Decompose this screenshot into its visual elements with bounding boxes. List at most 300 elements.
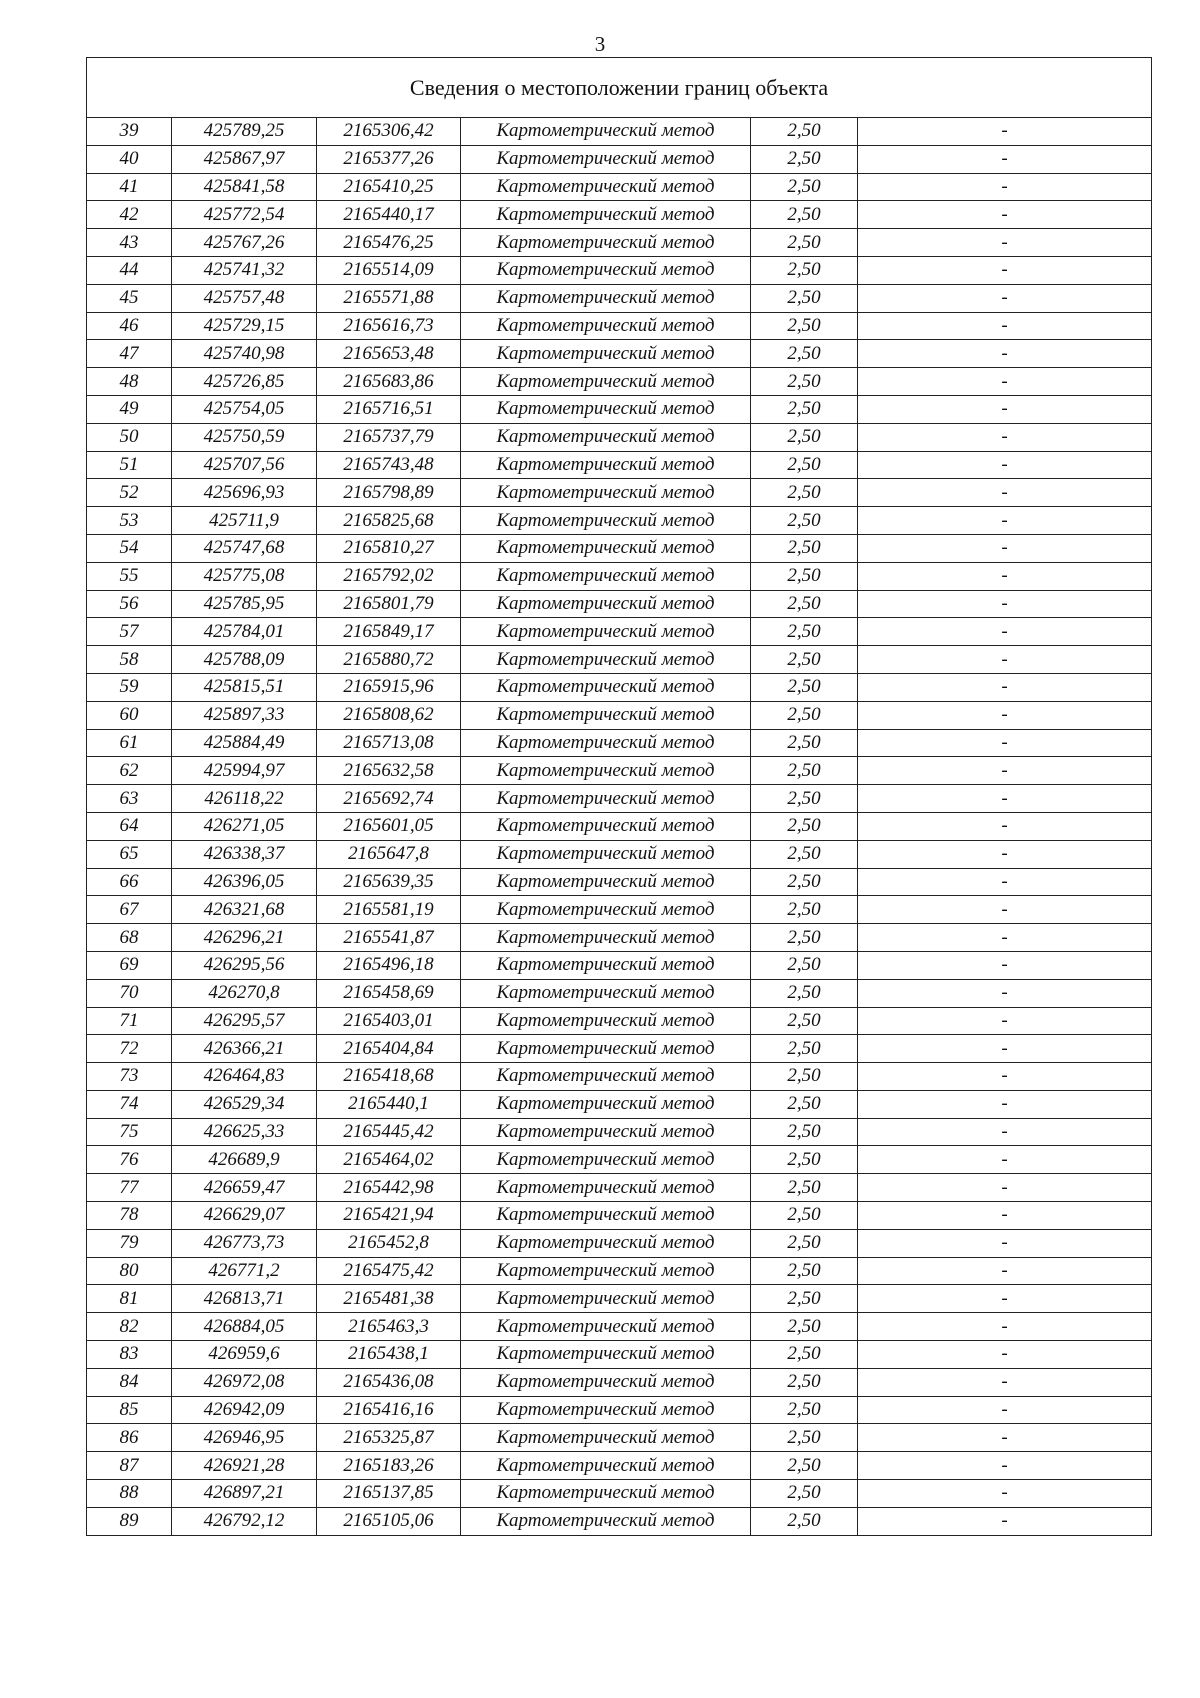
table-row	[87, 1146, 1152, 1174]
precision-cell: 2,50	[751, 979, 858, 1007]
table-row	[87, 1313, 1152, 1341]
description-cell: -	[858, 562, 1152, 590]
x-coordinate-cell: 426771,2	[172, 1257, 317, 1285]
method-cell: Картометрический метод	[461, 896, 751, 924]
point-number-cell: 41	[87, 173, 172, 201]
point-number-cell: 61	[87, 729, 172, 757]
x-coordinate-cell: 425740,98	[172, 340, 317, 368]
y-coordinate-cell: 2165639,35	[317, 868, 461, 896]
y-coordinate-cell: 2165692,74	[317, 785, 461, 813]
point-number-cell: 67	[87, 896, 172, 924]
method-cell: Картометрический метод	[461, 173, 751, 201]
y-coordinate-cell: 2165601,05	[317, 812, 461, 840]
point-number-cell: 55	[87, 562, 172, 590]
precision-cell: 2,50	[751, 618, 858, 646]
x-coordinate-cell: 425815,51	[172, 673, 317, 701]
description-cell: -	[858, 729, 1152, 757]
table-row	[87, 1090, 1152, 1118]
method-cell: Картометрический метод	[461, 534, 751, 562]
x-coordinate-cell: 426296,21	[172, 924, 317, 952]
description-cell: -	[858, 646, 1152, 674]
table-row	[87, 1257, 1152, 1285]
description-cell: -	[858, 618, 1152, 646]
description-cell: -	[858, 145, 1152, 173]
x-coordinate-cell: 425741,32	[172, 256, 317, 284]
method-cell: Картометрический метод	[461, 118, 751, 146]
y-coordinate-cell: 2165475,42	[317, 1257, 461, 1285]
method-cell: Картометрический метод	[461, 1257, 751, 1285]
x-coordinate-cell: 426773,73	[172, 1229, 317, 1257]
table-row	[87, 118, 1152, 146]
x-coordinate-cell: 426396,05	[172, 868, 317, 896]
precision-cell: 2,50	[751, 1174, 858, 1202]
y-coordinate-cell: 2165632,58	[317, 757, 461, 785]
description-cell: -	[858, 1424, 1152, 1452]
table-row	[87, 840, 1152, 868]
description-cell: -	[858, 1174, 1152, 1202]
point-number-cell: 77	[87, 1174, 172, 1202]
table-row	[87, 256, 1152, 284]
point-number-cell: 53	[87, 507, 172, 535]
x-coordinate-cell: 425729,15	[172, 312, 317, 340]
table-row	[87, 1174, 1152, 1202]
table-body	[87, 118, 1152, 1536]
point-number-cell: 66	[87, 868, 172, 896]
x-coordinate-cell: 426946,95	[172, 1424, 317, 1452]
x-coordinate-cell: 426813,71	[172, 1285, 317, 1313]
method-cell: Картометрический метод	[461, 646, 751, 674]
precision-cell: 2,50	[751, 951, 858, 979]
y-coordinate-cell: 2165306,42	[317, 118, 461, 146]
y-coordinate-cell: 2165463,3	[317, 1313, 461, 1341]
precision-cell: 2,50	[751, 312, 858, 340]
description-cell: -	[858, 785, 1152, 813]
x-coordinate-cell: 426366,21	[172, 1035, 317, 1063]
method-cell: Картометрический метод	[461, 812, 751, 840]
x-coordinate-cell: 426295,57	[172, 1007, 317, 1035]
description-cell: -	[858, 1285, 1152, 1313]
y-coordinate-cell: 2165653,48	[317, 340, 461, 368]
method-cell: Картометрический метод	[461, 1118, 751, 1146]
x-coordinate-cell: 425711,9	[172, 507, 317, 535]
point-number-cell: 43	[87, 229, 172, 257]
y-coordinate-cell: 2165571,88	[317, 284, 461, 312]
description-cell: -	[858, 590, 1152, 618]
description-cell: -	[858, 173, 1152, 201]
table-row	[87, 701, 1152, 729]
point-number-cell: 60	[87, 701, 172, 729]
precision-cell: 2,50	[751, 256, 858, 284]
table-row	[87, 590, 1152, 618]
y-coordinate-cell: 2165743,48	[317, 451, 461, 479]
precision-cell: 2,50	[751, 451, 858, 479]
y-coordinate-cell: 2165403,01	[317, 1007, 461, 1035]
x-coordinate-cell: 426972,08	[172, 1368, 317, 1396]
point-number-cell: 88	[87, 1480, 172, 1508]
method-cell: Картометрический метод	[461, 312, 751, 340]
point-number-cell: 72	[87, 1035, 172, 1063]
precision-cell: 2,50	[751, 673, 858, 701]
y-coordinate-cell: 2165410,25	[317, 173, 461, 201]
x-coordinate-cell: 425750,59	[172, 423, 317, 451]
table-row	[87, 673, 1152, 701]
precision-cell: 2,50	[751, 340, 858, 368]
method-cell: Картометрический метод	[461, 145, 751, 173]
method-cell: Картометрический метод	[461, 562, 751, 590]
method-cell: Картометрический метод	[461, 1285, 751, 1313]
table-row	[87, 924, 1152, 952]
point-number-cell: 62	[87, 757, 172, 785]
y-coordinate-cell: 2165445,42	[317, 1118, 461, 1146]
y-coordinate-cell: 2165798,89	[317, 479, 461, 507]
method-cell: Картометрический метод	[461, 951, 751, 979]
precision-cell: 2,50	[751, 1313, 858, 1341]
method-cell: Картометрический метод	[461, 479, 751, 507]
point-number-cell: 42	[87, 201, 172, 229]
point-number-cell: 64	[87, 812, 172, 840]
method-cell: Картометрический метод	[461, 590, 751, 618]
table-row	[87, 562, 1152, 590]
point-number-cell: 56	[87, 590, 172, 618]
method-cell: Картометрический метод	[461, 618, 751, 646]
description-cell: -	[858, 1118, 1152, 1146]
table-row	[87, 1285, 1152, 1313]
y-coordinate-cell: 2165183,26	[317, 1452, 461, 1480]
y-coordinate-cell: 2165849,17	[317, 618, 461, 646]
description-cell: -	[858, 1146, 1152, 1174]
description-cell: -	[858, 1202, 1152, 1230]
y-coordinate-cell: 2165416,16	[317, 1396, 461, 1424]
method-cell: Картометрический метод	[461, 979, 751, 1007]
description-cell: -	[858, 1480, 1152, 1508]
method-cell: Картометрический метод	[461, 1424, 751, 1452]
method-cell: Картометрический метод	[461, 785, 751, 813]
precision-cell: 2,50	[751, 868, 858, 896]
description-cell: -	[858, 896, 1152, 924]
table-row	[87, 618, 1152, 646]
description-cell: -	[858, 284, 1152, 312]
precision-cell: 2,50	[751, 1202, 858, 1230]
method-cell: Картометрический метод	[461, 701, 751, 729]
y-coordinate-cell: 2165801,79	[317, 590, 461, 618]
x-coordinate-cell: 425726,85	[172, 368, 317, 396]
table-row	[87, 868, 1152, 896]
method-cell: Картометрический метод	[461, 423, 751, 451]
x-coordinate-cell: 425757,48	[172, 284, 317, 312]
precision-cell: 2,50	[751, 840, 858, 868]
method-cell: Картометрический метод	[461, 673, 751, 701]
y-coordinate-cell: 2165440,1	[317, 1090, 461, 1118]
x-coordinate-cell: 426270,8	[172, 979, 317, 1007]
description-cell: -	[858, 1341, 1152, 1369]
x-coordinate-cell: 425789,25	[172, 118, 317, 146]
table-row	[87, 1368, 1152, 1396]
precision-cell: 2,50	[751, 173, 858, 201]
precision-cell: 2,50	[751, 785, 858, 813]
x-coordinate-cell: 425767,26	[172, 229, 317, 257]
method-cell: Картометрический метод	[461, 229, 751, 257]
table-row	[87, 1202, 1152, 1230]
method-cell: Картометрический метод	[461, 256, 751, 284]
table-row	[87, 1063, 1152, 1091]
point-number-cell: 52	[87, 479, 172, 507]
table-row	[87, 423, 1152, 451]
point-number-cell: 47	[87, 340, 172, 368]
description-cell: -	[858, 840, 1152, 868]
y-coordinate-cell: 2165452,8	[317, 1229, 461, 1257]
precision-cell: 2,50	[751, 1146, 858, 1174]
method-cell: Картометрический метод	[461, 368, 751, 396]
table-row	[87, 979, 1152, 1007]
table-row	[87, 757, 1152, 785]
description-cell: -	[858, 1035, 1152, 1063]
point-number-cell: 39	[87, 118, 172, 146]
x-coordinate-cell: 426464,83	[172, 1063, 317, 1091]
y-coordinate-cell: 2165325,87	[317, 1424, 461, 1452]
point-number-cell: 51	[87, 451, 172, 479]
precision-cell: 2,50	[751, 1507, 858, 1535]
precision-cell: 2,50	[751, 1424, 858, 1452]
point-number-cell: 65	[87, 840, 172, 868]
precision-cell: 2,50	[751, 423, 858, 451]
x-coordinate-cell: 426942,09	[172, 1396, 317, 1424]
y-coordinate-cell: 2165377,26	[317, 145, 461, 173]
method-cell: Картометрический метод	[461, 507, 751, 535]
table-row	[87, 1507, 1152, 1535]
precision-cell: 2,50	[751, 1063, 858, 1091]
method-cell: Картометрический метод	[461, 1396, 751, 1424]
point-number-cell: 83	[87, 1341, 172, 1369]
y-coordinate-cell: 2165792,02	[317, 562, 461, 590]
method-cell: Картометрический метод	[461, 1174, 751, 1202]
x-coordinate-cell: 425785,95	[172, 590, 317, 618]
table-row	[87, 1229, 1152, 1257]
precision-cell: 2,50	[751, 479, 858, 507]
x-coordinate-cell: 425754,05	[172, 395, 317, 423]
description-cell: -	[858, 979, 1152, 1007]
point-number-cell: 80	[87, 1257, 172, 1285]
table-row	[87, 812, 1152, 840]
method-cell: Картометрический метод	[461, 284, 751, 312]
precision-cell: 2,50	[751, 1285, 858, 1313]
precision-cell: 2,50	[751, 1480, 858, 1508]
description-cell: -	[858, 423, 1152, 451]
point-number-cell: 71	[87, 1007, 172, 1035]
method-cell: Картометрический метод	[461, 840, 751, 868]
precision-cell: 2,50	[751, 1341, 858, 1369]
y-coordinate-cell: 2165716,51	[317, 395, 461, 423]
table-row	[87, 896, 1152, 924]
x-coordinate-cell: 426629,07	[172, 1202, 317, 1230]
table-row	[87, 368, 1152, 396]
precision-cell: 2,50	[751, 1452, 858, 1480]
description-cell: -	[858, 1313, 1152, 1341]
method-cell: Картометрический метод	[461, 1368, 751, 1396]
point-number-cell: 69	[87, 951, 172, 979]
y-coordinate-cell: 2165810,27	[317, 534, 461, 562]
point-number-cell: 70	[87, 979, 172, 1007]
point-number-cell: 46	[87, 312, 172, 340]
point-number-cell: 89	[87, 1507, 172, 1535]
precision-cell: 2,50	[751, 1007, 858, 1035]
x-coordinate-cell: 426118,22	[172, 785, 317, 813]
x-coordinate-cell: 425696,93	[172, 479, 317, 507]
method-cell: Картометрический метод	[461, 757, 751, 785]
point-number-cell: 86	[87, 1424, 172, 1452]
description-cell: -	[858, 812, 1152, 840]
y-coordinate-cell: 2165421,94	[317, 1202, 461, 1230]
point-number-cell: 74	[87, 1090, 172, 1118]
point-number-cell: 82	[87, 1313, 172, 1341]
description-cell: -	[858, 1452, 1152, 1480]
point-number-cell: 44	[87, 256, 172, 284]
point-number-cell: 54	[87, 534, 172, 562]
x-coordinate-cell: 425788,09	[172, 646, 317, 674]
method-cell: Картометрический метод	[461, 1341, 751, 1369]
table-title-row	[87, 58, 1152, 118]
y-coordinate-cell: 2165616,73	[317, 312, 461, 340]
point-number-cell: 87	[87, 1452, 172, 1480]
description-cell: -	[858, 1007, 1152, 1035]
y-coordinate-cell: 2165737,79	[317, 423, 461, 451]
precision-cell: 2,50	[751, 896, 858, 924]
x-coordinate-cell: 425747,68	[172, 534, 317, 562]
x-coordinate-cell: 425884,49	[172, 729, 317, 757]
method-cell: Картометрический метод	[461, 1229, 751, 1257]
x-coordinate-cell: 425707,56	[172, 451, 317, 479]
point-number-cell: 78	[87, 1202, 172, 1230]
point-number-cell: 76	[87, 1146, 172, 1174]
description-cell: -	[858, 1257, 1152, 1285]
y-coordinate-cell: 2165105,06	[317, 1507, 461, 1535]
table-row	[87, 312, 1152, 340]
precision-cell: 2,50	[751, 1118, 858, 1146]
x-coordinate-cell: 425841,58	[172, 173, 317, 201]
x-coordinate-cell: 426295,56	[172, 951, 317, 979]
description-cell: -	[858, 1368, 1152, 1396]
precision-cell: 2,50	[751, 534, 858, 562]
method-cell: Картометрический метод	[461, 201, 751, 229]
precision-cell: 2,50	[751, 118, 858, 146]
table-row	[87, 729, 1152, 757]
description-cell: -	[858, 924, 1152, 952]
precision-cell: 2,50	[751, 590, 858, 618]
y-coordinate-cell: 2165436,08	[317, 1368, 461, 1396]
method-cell: Картометрический метод	[461, 395, 751, 423]
method-cell: Картометрический метод	[461, 1202, 751, 1230]
description-cell: -	[858, 118, 1152, 146]
table-row	[87, 1396, 1152, 1424]
description-cell: -	[858, 757, 1152, 785]
table-title: Сведения о местоположении границ объекта	[87, 58, 1152, 118]
point-number-cell: 81	[87, 1285, 172, 1313]
table-row	[87, 1035, 1152, 1063]
point-number-cell: 85	[87, 1396, 172, 1424]
y-coordinate-cell: 2165481,38	[317, 1285, 461, 1313]
y-coordinate-cell: 2165541,87	[317, 924, 461, 952]
y-coordinate-cell: 2165915,96	[317, 673, 461, 701]
boundary-coordinates-table	[86, 57, 1152, 1536]
precision-cell: 2,50	[751, 701, 858, 729]
y-coordinate-cell: 2165418,68	[317, 1063, 461, 1091]
point-number-cell: 79	[87, 1229, 172, 1257]
precision-cell: 2,50	[751, 812, 858, 840]
y-coordinate-cell: 2165137,85	[317, 1480, 461, 1508]
precision-cell: 2,50	[751, 229, 858, 257]
y-coordinate-cell: 2165442,98	[317, 1174, 461, 1202]
x-coordinate-cell: 426321,68	[172, 896, 317, 924]
y-coordinate-cell: 2165440,17	[317, 201, 461, 229]
point-number-cell: 84	[87, 1368, 172, 1396]
method-cell: Картометрический метод	[461, 1452, 751, 1480]
precision-cell: 2,50	[751, 1368, 858, 1396]
description-cell: -	[858, 229, 1152, 257]
table-row	[87, 201, 1152, 229]
method-cell: Картометрический метод	[461, 1146, 751, 1174]
table-row	[87, 284, 1152, 312]
x-coordinate-cell: 425775,08	[172, 562, 317, 590]
table-row	[87, 451, 1152, 479]
point-number-cell: 49	[87, 395, 172, 423]
precision-cell: 2,50	[751, 368, 858, 396]
x-coordinate-cell: 426959,6	[172, 1341, 317, 1369]
y-coordinate-cell: 2165496,18	[317, 951, 461, 979]
method-cell: Картометрический метод	[461, 924, 751, 952]
point-number-cell: 58	[87, 646, 172, 674]
y-coordinate-cell: 2165476,25	[317, 229, 461, 257]
precision-cell: 2,50	[751, 395, 858, 423]
description-cell: -	[858, 673, 1152, 701]
table-row	[87, 534, 1152, 562]
x-coordinate-cell: 426897,21	[172, 1480, 317, 1508]
x-coordinate-cell: 426529,34	[172, 1090, 317, 1118]
description-cell: -	[858, 507, 1152, 535]
description-cell: -	[858, 395, 1152, 423]
y-coordinate-cell: 2165647,8	[317, 840, 461, 868]
x-coordinate-cell: 426271,05	[172, 812, 317, 840]
y-coordinate-cell: 2165713,08	[317, 729, 461, 757]
description-cell: -	[858, 1090, 1152, 1118]
y-coordinate-cell: 2165464,02	[317, 1146, 461, 1174]
method-cell: Картометрический метод	[461, 1480, 751, 1508]
precision-cell: 2,50	[751, 145, 858, 173]
method-cell: Картометрический метод	[461, 1007, 751, 1035]
table-row	[87, 229, 1152, 257]
x-coordinate-cell: 425772,54	[172, 201, 317, 229]
precision-cell: 2,50	[751, 1396, 858, 1424]
table-row	[87, 1118, 1152, 1146]
table-row	[87, 395, 1152, 423]
x-coordinate-cell: 426921,28	[172, 1452, 317, 1480]
x-coordinate-cell: 426659,47	[172, 1174, 317, 1202]
point-number-cell: 68	[87, 924, 172, 952]
table-row	[87, 1452, 1152, 1480]
x-coordinate-cell: 426338,37	[172, 840, 317, 868]
method-cell: Картометрический метод	[461, 868, 751, 896]
point-number-cell: 59	[87, 673, 172, 701]
x-coordinate-cell: 426625,33	[172, 1118, 317, 1146]
description-cell: -	[858, 256, 1152, 284]
precision-cell: 2,50	[751, 1035, 858, 1063]
x-coordinate-cell: 425867,97	[172, 145, 317, 173]
page-number: 3	[594, 32, 606, 56]
description-cell: -	[858, 312, 1152, 340]
precision-cell: 2,50	[751, 201, 858, 229]
method-cell: Картометрический метод	[461, 1313, 751, 1341]
point-number-cell: 63	[87, 785, 172, 813]
y-coordinate-cell: 2165808,62	[317, 701, 461, 729]
x-coordinate-cell: 426884,05	[172, 1313, 317, 1341]
